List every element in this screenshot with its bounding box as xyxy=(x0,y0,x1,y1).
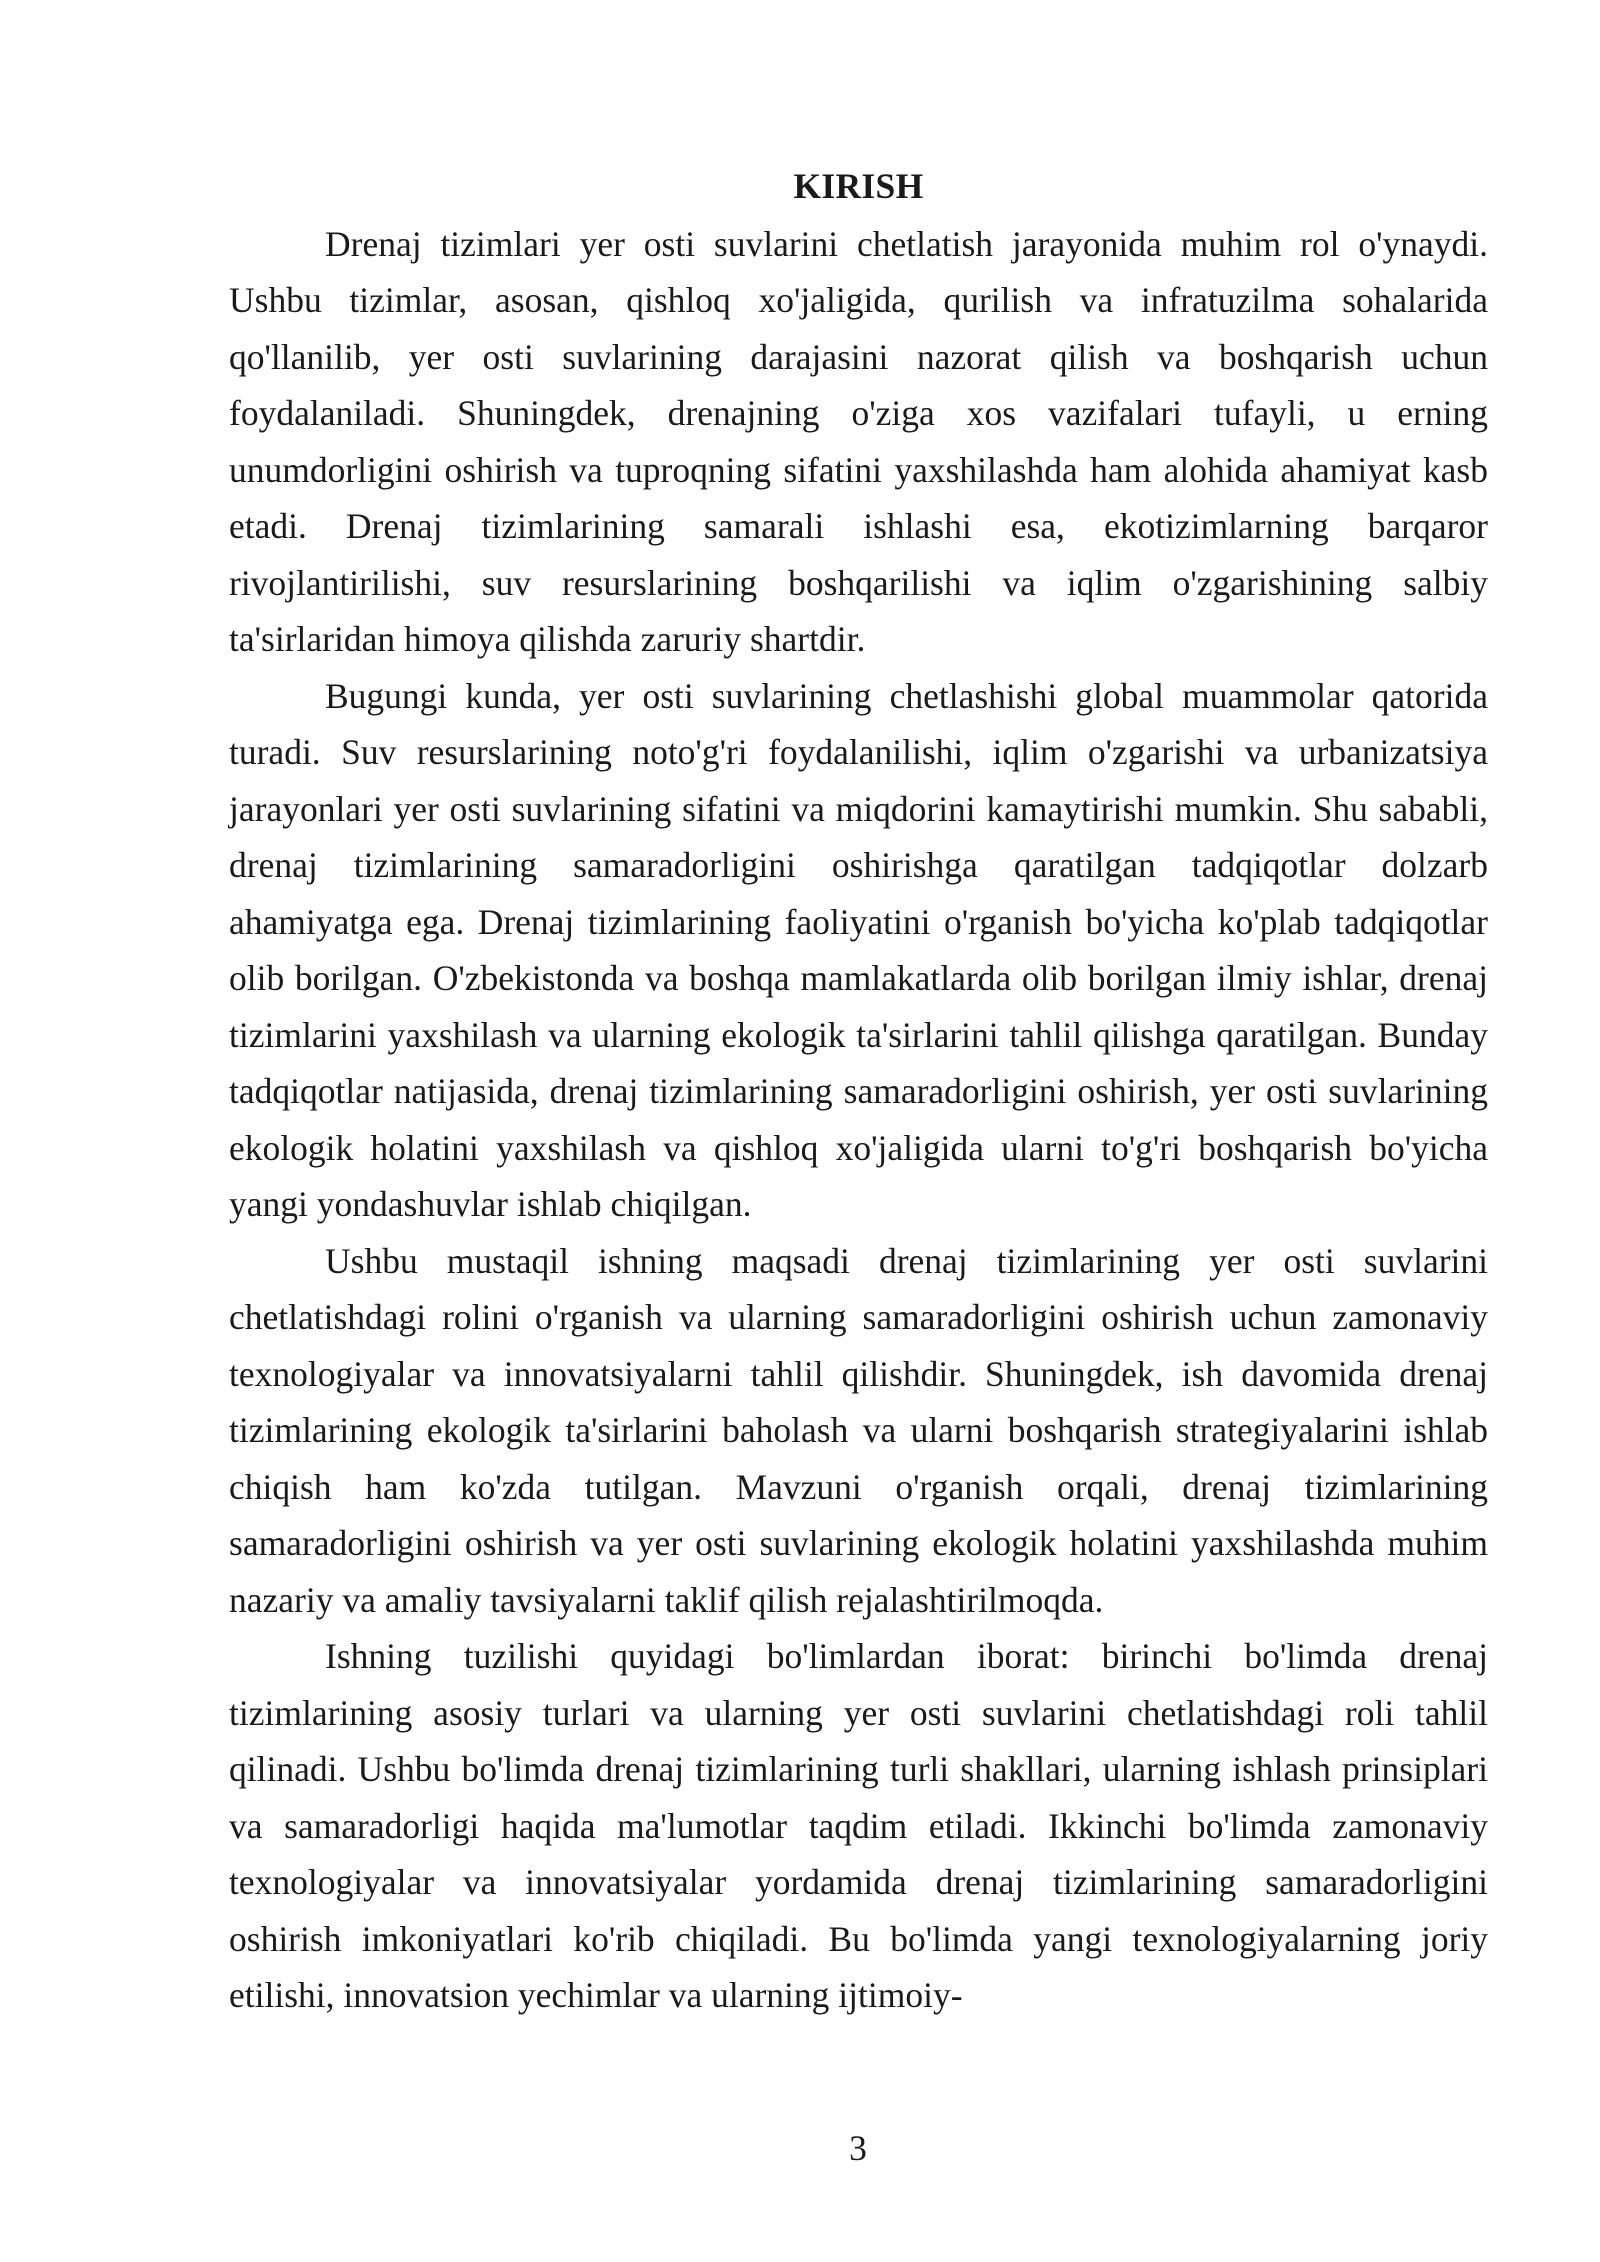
page-number: 3 xyxy=(849,2128,867,2168)
paragraph-3: Ushbu mustaqil ishning maqsadi drenaj tizimlarining yer osti suvlarini chetlatishdagi rolini o'rganish va ularning samaradorligini oshirish uchun zamonaviy texnologiyalar va innovatsiyalarni tahlil qilishdir. Shuningdek, ish davomida drenaj tizimlarining ekologik ta'sirlarini baholash va ularni boshqarish strategiyalarini ishlab chiqish ham ko'zda tutilgan. Mavzuni o'rganish orqali, drenaj tizimlarining samaradorligini oshirish va yer osti suvlarining ekologik holatini yaxshilashda muhim nazariy va amaliy tavsiyalarni taklif qilish rejalashtirilmoqda. xyxy=(229,1240,1488,1620)
paragraph-1: Drenaj tizimlari yer osti suvlarini chetlatish jarayonida muhim rol o'ynaydi. Ushbu tizimlar, asosan, qishloq xo'jaligida, qurilish va infratuzilma sohalarida qo'llanilib, yer osti suvlarining darajasini nazorat qilish va boshqarish uchun foydalaniladi. Shuningdek, drenajning o'ziga xos vazifalari tufayli, u erning unumdorligini oshirish va tuproqning sifatini yaxshilashda ham alohida ahamiyat kasb etadi. Drenaj tizimlarining samarali ishlashi esa, ekotizimlarning barqaror rivojlantirilishi, suv resurslarining boshqarilishi va iqlim o'zgarishining salbiy ta'sirlaridan himoya qilishda zaruriy shartdir. xyxy=(229,223,1488,659)
paragraph-2: Bugungi kunda, yer osti suvlarining chetlashishi global muammolar qatorida turadi. Suv resurslarining noto'g'ri foydalanilishi, iqlim o'zgarishi va urbanizatsiya jarayonlari yer osti suvlarining sifatini va miqdorini kamaytirishi mumkin. Shu sababli, drenaj tizimlarining samaradorligini oshirishga qaratilgan tadqiqotlar dolzarb ahamiyatga ega. Drenaj tizimlarining faoliyatini o'rganish bo'yicha ko'plab tadqiqotlar olib borilgan. O'zbekistonda va boshqa mamlakatlarda olib borilgan ilmiy ishlar, drenaj tizimlarini yaxshilash va ularning ekologik ta'sirlarini tahlil qilishga qaratilgan. Bunday tadqiqotlar natijasida, drenaj tizimlarining samaradorligini oshirish, yer osti suvlarining ekologik holatini yaxshilash va qishloq xo'jaligida ularni to'g'ri boshqarish bo'yicha yangi yondashuvlar ishlab chiqilgan. xyxy=(229,675,1488,1224)
section-title: KIRISH xyxy=(793,166,924,206)
paragraph-4: Ishning tuzilishi quyidagi bo'limlardan iborat: birinchi bo'limda drenaj tizimlarining asosiy turlari va ularning yer osti suvlarini chetlatishdagi roli tahlil qilinadi. Ushbu bo'limda drenaj tizimlarining turli shakllari, ularning ishlash prinsiplari va samaradorligi haqida ma'lumotlar taqdim etiladi. Ikkinchi bo'limda zamonaviy texnologiyalar va innovatsiyalar yordamida drenaj tizimlarining samaradorligini oshirish imkoniyatlari ko'rib chiqiladi. Bu bo'limda yangi texnologiyalarning joriy etilishi, innovatsion yechimlar va ularning ijtimoiy- xyxy=(229,1636,1488,2015)
page-content xyxy=(229,158,1488,2024)
